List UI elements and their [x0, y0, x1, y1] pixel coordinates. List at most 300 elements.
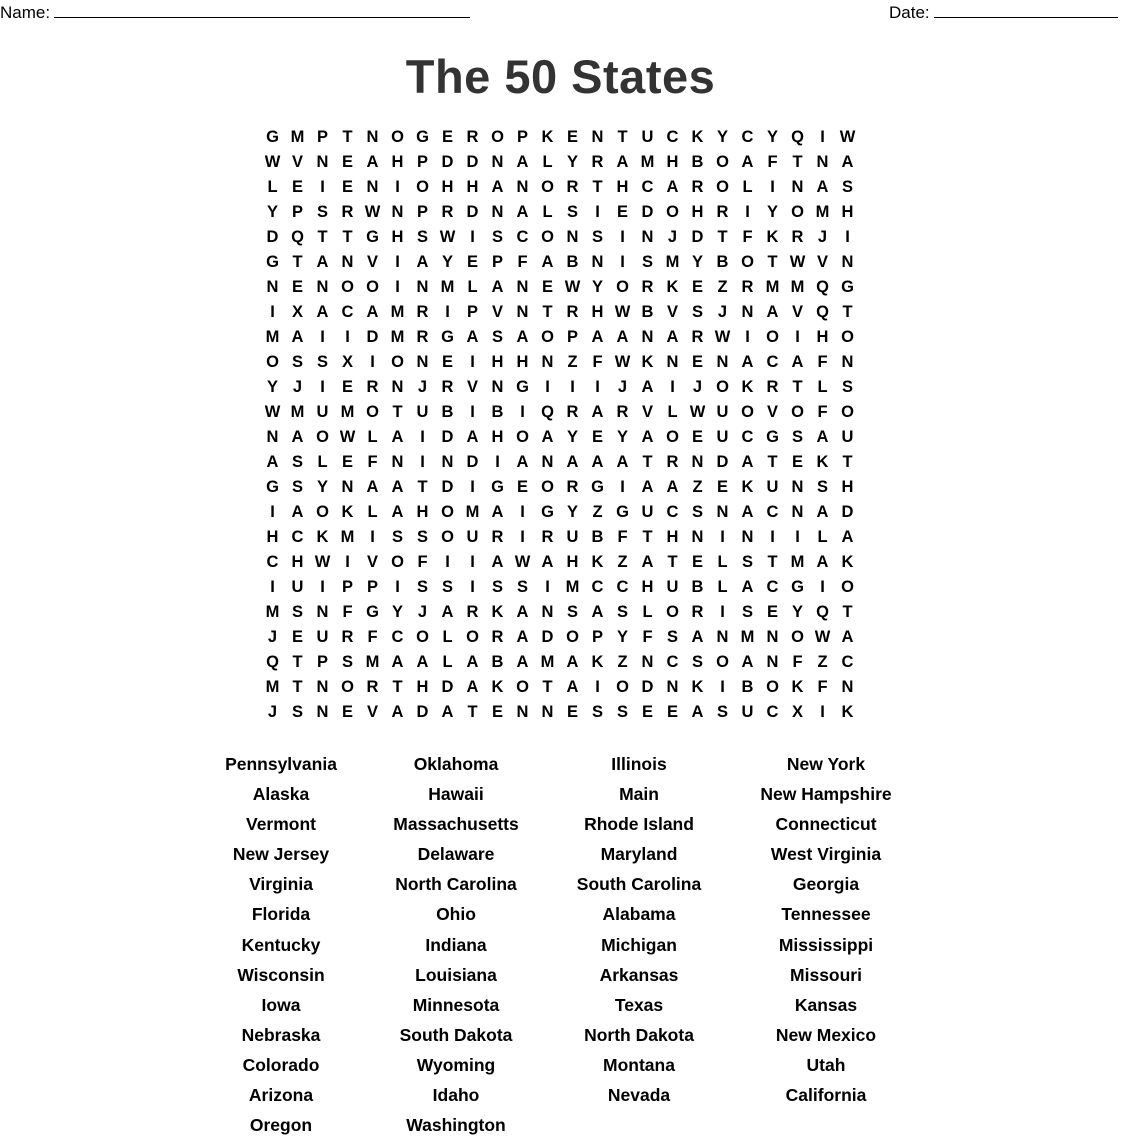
grid-letter: O: [716, 378, 729, 396]
grid-letter: Q: [291, 228, 304, 246]
grid-letter: K: [766, 228, 779, 246]
grid-letter: E: [691, 428, 703, 446]
grid-letter: L: [542, 203, 553, 221]
grid-letter: F: [817, 403, 828, 421]
grid-letter: P: [566, 328, 578, 346]
grid-letter: H: [591, 303, 604, 321]
grid-letter: S: [591, 228, 603, 246]
grid-letter: M: [290, 128, 305, 146]
word-list-item: New Hampshire: [760, 784, 892, 805]
word-list-item: Mississippi: [778, 934, 874, 955]
grid-letter: D: [416, 703, 429, 721]
grid-letter: N: [341, 253, 354, 271]
grid-letter: W: [789, 253, 806, 271]
grid-letter: I: [270, 578, 275, 596]
word-list-row: [0, 841, 1121, 871]
grid-letter: Q: [816, 278, 829, 296]
grid-letter: N: [841, 253, 854, 271]
grid-letter: A: [591, 603, 604, 621]
grid-letter: D: [716, 453, 729, 471]
grid-letter: A: [516, 653, 529, 671]
grid-letter: W: [614, 303, 631, 321]
word-list-item: Maryland: [600, 844, 678, 865]
grid-letter: F: [342, 603, 353, 621]
grid-letter: H: [516, 353, 529, 371]
grid-letter: I: [720, 678, 725, 696]
grid-letter: Z: [717, 278, 728, 296]
grid-letter: N: [541, 603, 554, 621]
grid-letter: M: [740, 628, 755, 646]
grid-row: [260, 550, 860, 575]
grid-row: [260, 125, 860, 150]
grid-letter: G: [541, 503, 554, 521]
grid-letter: S: [741, 603, 753, 621]
grid-letter: C: [341, 303, 354, 321]
grid-letter: I: [770, 178, 775, 196]
grid-letter: C: [516, 228, 529, 246]
grid-letter: R: [566, 478, 579, 496]
name-line[interactable]: [54, 3, 470, 18]
grid-letter: T: [342, 228, 353, 246]
grid-letter: A: [816, 428, 829, 446]
grid-letter: N: [716, 353, 729, 371]
grid-letter: I: [795, 528, 800, 546]
grid-letter: A: [366, 153, 379, 171]
grid-letter: A: [541, 428, 554, 446]
grid-letter: G: [766, 428, 779, 446]
name-label: Name:: [0, 3, 51, 22]
grid-letter: N: [491, 203, 504, 221]
grid-letter: N: [516, 278, 529, 296]
word-list-item: Hawaii: [428, 784, 484, 805]
grid-letter: T: [342, 128, 353, 146]
grid-letter: O: [441, 503, 454, 521]
grid-letter: H: [416, 503, 429, 521]
grid-letter: A: [516, 603, 529, 621]
grid-letter: G: [616, 503, 629, 521]
grid-letter: D: [266, 228, 279, 246]
grid-letter: M: [640, 153, 655, 171]
grid-letter: A: [466, 428, 479, 446]
grid-letter: J: [692, 378, 703, 396]
grid-letter: Z: [817, 653, 828, 671]
grid-letter: I: [395, 178, 400, 196]
grid-letter: A: [791, 353, 804, 371]
grid-letter: G: [441, 328, 454, 346]
word-list-item: Rhode Island: [584, 814, 694, 835]
grid-letter: F: [792, 653, 803, 671]
grid-letter: O: [366, 278, 379, 296]
grid-letter: I: [470, 553, 475, 571]
letter-grid: [260, 125, 860, 725]
grid-letter: O: [841, 328, 854, 346]
grid-letter: O: [741, 403, 754, 421]
grid-letter: A: [741, 453, 754, 471]
grid-letter: T: [717, 228, 728, 246]
grid-letter: A: [616, 453, 629, 471]
grid-letter: A: [666, 478, 679, 496]
grid-letter: W: [264, 403, 281, 421]
grid-letter: A: [666, 328, 679, 346]
grid-letter: I: [270, 503, 275, 521]
grid-letter: G: [266, 128, 279, 146]
grid-letter: E: [291, 178, 303, 196]
grid-letter: I: [720, 528, 725, 546]
grid-letter: A: [591, 403, 604, 421]
grid-letter: Q: [816, 603, 829, 621]
grid-letter: H: [441, 178, 454, 196]
date-line[interactable]: [934, 3, 1118, 18]
grid-letter: F: [767, 153, 778, 171]
grid-letter: E: [591, 428, 603, 446]
grid-letter: N: [541, 703, 554, 721]
grid-letter: Y: [691, 253, 703, 271]
grid-letter: W: [339, 428, 356, 446]
word-list-item: Louisiana: [415, 964, 497, 985]
grid-letter: U: [566, 528, 579, 546]
grid-letter: Q: [541, 403, 554, 421]
grid-letter: D: [441, 428, 454, 446]
word-list-item: New Jersey: [232, 844, 330, 865]
word-list: [0, 751, 1121, 1142]
grid-letter: V: [291, 153, 303, 171]
grid-letter: M: [340, 403, 355, 421]
grid-letter: A: [841, 628, 854, 646]
grid-letter: P: [591, 628, 603, 646]
grid-letter: T: [392, 678, 403, 696]
grid-letter: V: [666, 303, 678, 321]
grid-letter: P: [416, 153, 428, 171]
grid-letter: A: [666, 178, 679, 196]
grid-letter: N: [766, 653, 779, 671]
grid-letter: H: [416, 678, 429, 696]
grid-letter: R: [666, 453, 679, 471]
grid-letter: F: [367, 628, 378, 646]
grid-letter: O: [741, 253, 754, 271]
grid-letter: F: [617, 528, 628, 546]
grid-row: [260, 150, 860, 175]
word-list-item: Michigan: [601, 934, 677, 955]
grid-letter: N: [666, 353, 679, 371]
grid-letter: Y: [566, 428, 578, 446]
date-field[interactable]: [889, 3, 1118, 23]
grid-letter: N: [791, 503, 804, 521]
grid-letter: R: [616, 403, 629, 421]
grid-row: [260, 525, 860, 550]
grid-letter: G: [366, 603, 379, 621]
grid-letter: B: [716, 253, 729, 271]
word-list-row: [0, 992, 1121, 1022]
grid-row: [260, 225, 860, 250]
grid-letter: M: [265, 678, 280, 696]
word-list-item: Illinois: [611, 754, 667, 774]
grid-letter: E: [341, 453, 353, 471]
grid-letter: A: [691, 703, 704, 721]
grid-letter: O: [841, 578, 854, 596]
grid-letter: Q: [266, 653, 279, 671]
grid-letter: U: [716, 428, 729, 446]
word-list-item: Missouri: [790, 964, 862, 985]
grid-letter: R: [441, 378, 454, 396]
grid-letter: I: [495, 453, 500, 471]
grid-letter: R: [441, 203, 454, 221]
grid-letter: I: [395, 278, 400, 296]
grid-letter: C: [591, 578, 604, 596]
grid-letter: J: [417, 603, 428, 621]
word-list-item: Virginia: [249, 874, 313, 895]
grid-letter: N: [391, 453, 404, 471]
grid-letter: T: [767, 253, 778, 271]
grid-letter: J: [667, 228, 678, 246]
grid-letter: O: [566, 628, 579, 646]
grid-letter: K: [816, 453, 829, 471]
grid-letter: A: [391, 703, 404, 721]
grid-letter: T: [767, 553, 778, 571]
grid-letter: T: [417, 478, 428, 496]
grid-letter: V: [366, 703, 378, 721]
grid-letter: T: [792, 153, 803, 171]
grid-letter: J: [417, 378, 428, 396]
grid-letter: L: [717, 553, 728, 571]
grid-letter: G: [416, 128, 429, 146]
grid-letter: I: [320, 578, 325, 596]
grid-letter: O: [616, 678, 629, 696]
grid-letter: I: [395, 578, 400, 596]
word-list-item: Alabama: [602, 904, 676, 925]
grid-letter: W: [514, 553, 531, 571]
grid-letter: N: [716, 503, 729, 521]
grid-letter: A: [266, 453, 279, 471]
grid-letter: L: [467, 278, 478, 296]
grid-letter: A: [616, 153, 629, 171]
grid-letter: I: [470, 228, 475, 246]
word-list-row: [0, 1022, 1121, 1052]
grid-letter: S: [841, 178, 853, 196]
grid-letter: B: [691, 153, 704, 171]
grid-letter: G: [266, 478, 279, 496]
grid-letter: O: [541, 178, 554, 196]
grid-letter: A: [766, 303, 779, 321]
grid-letter: T: [767, 453, 778, 471]
grid-letter: R: [741, 278, 754, 296]
grid-row: [260, 625, 860, 650]
grid-letter: L: [367, 428, 378, 446]
word-list-item: North Dakota: [584, 1024, 694, 1045]
grid-letter: U: [641, 503, 654, 521]
grid-letter: A: [291, 328, 304, 346]
grid-letter: Y: [766, 203, 778, 221]
grid-letter: E: [541, 278, 553, 296]
grid-letter: Y: [566, 153, 578, 171]
grid-letter: T: [792, 378, 803, 396]
grid-letter: O: [391, 353, 404, 371]
grid-letter: N: [666, 678, 679, 696]
grid-letter: H: [841, 478, 854, 496]
grid-letter: P: [316, 128, 328, 146]
word-list-item: Wisconsin: [237, 964, 325, 985]
grid-row: [260, 575, 860, 600]
grid-letter: J: [267, 628, 278, 646]
grid-letter: U: [316, 628, 329, 646]
grid-letter: L: [367, 503, 378, 521]
grid-letter: O: [541, 328, 554, 346]
grid-letter: D: [466, 453, 479, 471]
grid-letter: O: [516, 428, 529, 446]
grid-letter: J: [717, 303, 728, 321]
grid-letter: E: [341, 378, 353, 396]
grid-letter: A: [491, 503, 504, 521]
grid-letter: L: [642, 603, 653, 621]
grid-letter: J: [617, 378, 628, 396]
grid-letter: O: [416, 178, 429, 196]
word-list-row: [0, 932, 1121, 962]
grid-letter: B: [491, 403, 504, 421]
grid-letter: X: [291, 303, 303, 321]
grid-row: [260, 600, 860, 625]
grid-letter: N: [766, 628, 779, 646]
grid-letter: I: [520, 403, 525, 421]
grid-letter: R: [366, 678, 379, 696]
grid-letter: N: [791, 178, 804, 196]
grid-letter: T: [467, 703, 478, 721]
grid-row: [260, 200, 860, 225]
grid-letter: I: [820, 578, 825, 596]
grid-row: [260, 675, 860, 700]
grid-letter: M: [765, 278, 780, 296]
grid-letter: A: [291, 503, 304, 521]
grid-letter: H: [666, 528, 679, 546]
grid-letter: M: [390, 303, 405, 321]
grid-letter: N: [391, 203, 404, 221]
grid-letter: A: [816, 178, 829, 196]
grid-letter: I: [845, 228, 850, 246]
grid-letter: U: [641, 128, 654, 146]
grid-letter: K: [841, 703, 854, 721]
grid-letter: N: [391, 378, 404, 396]
grid-letter: A: [591, 328, 604, 346]
grid-letter: O: [666, 428, 679, 446]
grid-letter: E: [466, 253, 478, 271]
grid-letter: C: [266, 553, 279, 571]
grid-letter: O: [541, 228, 554, 246]
grid-letter: A: [416, 653, 429, 671]
grid-letter: Y: [616, 628, 628, 646]
grid-letter: O: [366, 403, 379, 421]
grid-letter: S: [691, 303, 703, 321]
grid-letter: H: [291, 553, 304, 571]
word-list-item: Connecticut: [775, 814, 877, 835]
grid-letter: C: [841, 653, 854, 671]
grid-letter: U: [416, 403, 429, 421]
grid-letter: I: [570, 378, 575, 396]
word-list-item: Colorado: [242, 1054, 320, 1075]
grid-letter: G: [841, 278, 854, 296]
grid-letter: M: [540, 653, 555, 671]
grid-letter: I: [370, 353, 375, 371]
grid-letter: X: [791, 703, 803, 721]
grid-letter: E: [291, 628, 303, 646]
grid-letter: M: [665, 253, 680, 271]
grid-letter: V: [491, 303, 503, 321]
grid-letter: M: [440, 278, 455, 296]
grid-letter: N: [491, 378, 504, 396]
grid-letter: N: [516, 303, 529, 321]
grid-letter: A: [466, 653, 479, 671]
grid-letter: E: [441, 128, 453, 146]
grid-letter: S: [291, 603, 303, 621]
grid-letter: A: [816, 553, 829, 571]
grid-letter: A: [291, 428, 304, 446]
grid-letter: N: [266, 428, 279, 446]
grid-letter: T: [392, 403, 403, 421]
grid-letter: V: [641, 403, 653, 421]
grid-letter: R: [691, 178, 704, 196]
grid-letter: B: [691, 578, 704, 596]
grid-letter: N: [541, 353, 554, 371]
grid-letter: U: [766, 478, 779, 496]
grid-letter: S: [791, 428, 803, 446]
grid-letter: A: [316, 303, 329, 321]
grid-letter: O: [466, 628, 479, 646]
grid-letter: N: [316, 278, 329, 296]
grid-letter: N: [741, 528, 754, 546]
grid-letter: S: [566, 203, 578, 221]
grid-letter: N: [341, 478, 354, 496]
grid-letter: L: [317, 453, 328, 471]
grid-letter: U: [316, 403, 329, 421]
grid-letter: H: [566, 553, 579, 571]
grid-letter: A: [691, 628, 704, 646]
word-list-item: Minnesota: [412, 994, 500, 1015]
grid-letter: A: [491, 553, 504, 571]
grid-letter: D: [441, 478, 454, 496]
grid-letter: I: [770, 528, 775, 546]
word-list-item: South Carolina: [576, 874, 702, 895]
grid-letter: M: [365, 653, 380, 671]
grid-row: [260, 175, 860, 200]
grid-letter: Y: [391, 603, 403, 621]
grid-letter: R: [641, 278, 654, 296]
grid-letter: W: [614, 353, 631, 371]
grid-letter: E: [641, 703, 653, 721]
grid-letter: N: [716, 628, 729, 646]
grid-letter: K: [791, 678, 804, 696]
grid-letter: O: [766, 328, 779, 346]
grid-letter: A: [741, 503, 754, 521]
grid-letter: K: [591, 553, 604, 571]
word-list-item: Alaska: [252, 784, 310, 805]
grid-letter: P: [466, 303, 478, 321]
grid-letter: G: [591, 478, 604, 496]
grid-letter: N: [691, 528, 704, 546]
name-field[interactable]: [0, 3, 470, 23]
grid-letter: A: [516, 153, 529, 171]
grid-letter: T: [842, 453, 853, 471]
grid-letter: O: [666, 603, 679, 621]
grid-letter: O: [766, 678, 779, 696]
grid-letter: D: [441, 153, 454, 171]
grid-letter: V: [816, 253, 828, 271]
grid-letter: R: [716, 203, 729, 221]
grid-letter: S: [441, 578, 453, 596]
grid-letter: R: [591, 153, 604, 171]
grid-letter: S: [416, 578, 428, 596]
grid-letter: E: [616, 203, 628, 221]
grid-letter: Y: [266, 378, 278, 396]
grid-letter: A: [516, 328, 529, 346]
grid-letter: S: [316, 353, 328, 371]
grid-row: [260, 500, 860, 525]
